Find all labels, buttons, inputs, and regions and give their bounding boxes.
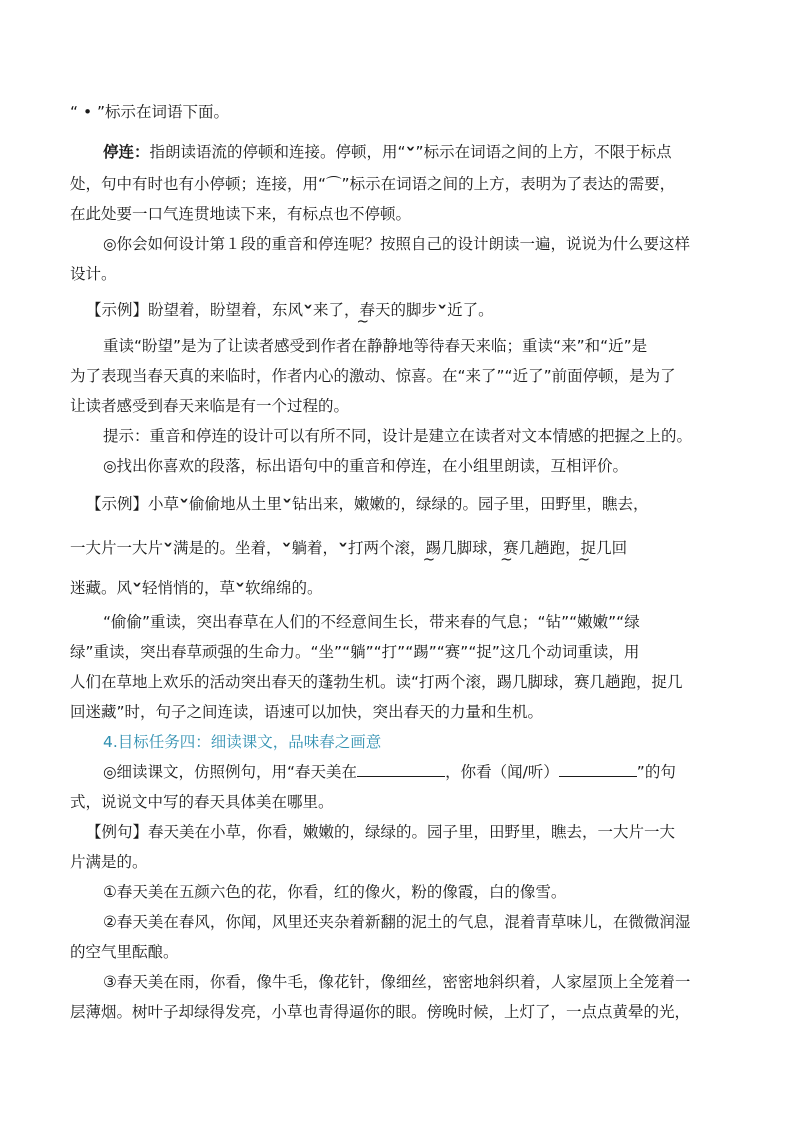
line-text: ，你看（闻/听） xyxy=(445,763,559,781)
text-line-1 xyxy=(70,102,229,122)
line-text: ◎你会如何设计第１段的重音和停连呢？按照自己的设计朗读一遍，说说为什么要这样 xyxy=(103,235,691,253)
line-text: 迷藏。风 xyxy=(70,579,133,597)
line-text: 回迷藏”时，句子之间连读，语速可以加快，突出春天的力量和生机。 xyxy=(70,703,544,721)
line-text: ”标示在词语之间的上方，不限于标点 xyxy=(415,143,672,161)
line-text: ②春天美在春风，你闻，风里还夹杂着新翻的泥土的气息，混着青草味儿，在微微润湿 xyxy=(103,913,691,931)
line-text: 层薄烟。树叶子却绿得发亮，小草也青得逼你的眼。傍晚时候，上灯了，一点点黄晕的光， xyxy=(70,1003,691,1021)
line-text: 钻出来，嫩嫩的，绿绿的。园子里，田野里，瞧去， xyxy=(292,495,649,513)
text-line-11 xyxy=(103,426,692,446)
text-line-14 xyxy=(70,538,627,558)
line-text: ”的句 xyxy=(636,763,676,781)
line-text: 让读者感受到春天来临是有一个过程的。 xyxy=(70,397,350,415)
text-line-19 xyxy=(70,702,543,722)
heading-text: 4.目标任务四：细读课文，品味春之画意 xyxy=(103,733,382,751)
line-text: 重读“盼望”是为了让读者感受到作者在静静地等待春天来临；重读“来”和“近”是 xyxy=(103,337,648,355)
line-text: 躺着， xyxy=(291,539,339,557)
line-text: 春天美在小草，你看，嫩嫩的，绿绿的。园子里，田野里，瞧去，一大片一大 xyxy=(148,823,676,841)
term-label: 停连： xyxy=(103,143,150,161)
line-text: 绿”重读，突出春草顽强的生命力。“坐”“躺”“打”“踢”“赛”“捉”这几个动词重读，用 xyxy=(70,643,640,661)
text-line-15 xyxy=(70,578,323,598)
example-label: 【示例】 xyxy=(86,495,149,513)
line-text: 满是的。坐着， xyxy=(173,539,282,557)
text-line-4 xyxy=(70,204,411,224)
example-label: 【例句】 xyxy=(86,823,149,841)
text-line-8 xyxy=(103,336,647,356)
line-text: “ • ”标示在词语下面。 xyxy=(70,103,230,121)
line-text: ①春天美在五颜六色的花，你看，红的像火，粉的像霞，白的像雪。 xyxy=(103,883,567,901)
text-line-16 xyxy=(103,612,640,632)
line-text: 来了， xyxy=(313,301,360,319)
text-line-7 xyxy=(86,300,494,320)
line-text: 捉几回 xyxy=(580,539,628,557)
line-text: 轻悄悄的，草 xyxy=(142,579,236,597)
text-line-10 xyxy=(70,396,349,416)
text-line-2 xyxy=(103,142,672,162)
line-text: ◎细读课文，仿照例句，用“春天美在 xyxy=(103,763,358,781)
line-text: 近了。 xyxy=(447,301,494,319)
line-text: 春天的脚步 xyxy=(359,301,438,319)
line-text: ③春天美在雨，你看，像牛毛，像花针，像细丝，密密地斜织着，人家屋顶上全笼着一 xyxy=(103,973,691,991)
line-text: 一大片一大片 xyxy=(70,539,164,557)
text-line-13 xyxy=(86,494,649,514)
line-text: 踢几脚球， xyxy=(425,539,504,557)
text-line-23 xyxy=(86,822,675,842)
line-text: 提示：重音和停连的设计可以有所不同，设计是建立在读者对文本情感的把握之上的。 xyxy=(103,427,693,445)
line-text: 打两个滚， xyxy=(348,539,426,557)
fill-in-blank xyxy=(357,762,445,777)
text-line-27 xyxy=(70,942,179,962)
line-text: 指朗读语流的停顿和连接。停顿，用“ xyxy=(149,143,406,161)
text-line-28 xyxy=(103,972,690,992)
example-label: 【示例】 xyxy=(86,301,149,319)
line-text: 在此处要一口气连贯地读下来，有标点也不停顿。 xyxy=(70,205,412,223)
text-line-9 xyxy=(70,366,676,386)
fill-in-blank xyxy=(559,762,637,777)
line-text: ”标示在词语之间的上方，表明为了表达的需要， xyxy=(341,175,676,193)
line-text: ◎找出你喜欢的段落，标出语句中的重音和停连，在小组里朗读，互相评价。 xyxy=(103,457,629,475)
text-line-26 xyxy=(103,912,690,932)
text-line-22 xyxy=(70,792,334,812)
line-text: 软绵绵的。 xyxy=(245,579,323,597)
text-line-29 xyxy=(70,1002,690,1022)
line-text: 偷偷地从土里 xyxy=(189,495,283,513)
section-heading xyxy=(103,732,381,752)
line-text: 的空气里酝酿。 xyxy=(70,943,179,961)
line-text: 盼望着，盼望着，东风 xyxy=(148,301,304,319)
line-text: “偷偷”重读，突出春草在人们的不经意间生长，带来春的气息；“钻”“嫩嫩”“绿 xyxy=(103,613,640,631)
text-line-25 xyxy=(103,882,566,902)
text-line-5 xyxy=(103,234,690,254)
link-mark-icon: ⌒ xyxy=(326,175,342,193)
line-text: 片满是的。 xyxy=(70,853,148,871)
text-line-17 xyxy=(70,642,639,662)
text-line-24 xyxy=(70,852,148,872)
text-line-6 xyxy=(70,264,117,284)
line-text: 小草 xyxy=(148,495,180,513)
line-text: 式，说说文中写的春天具体美在哪里。 xyxy=(70,793,334,811)
text-line-12 xyxy=(103,456,628,476)
line-text: 人们在草地上欢乐的活动突出春天的蓬勃生机。读“打两个滚，踢几脚球，赛几趟跑，捉几 xyxy=(70,673,683,691)
text-line-3 xyxy=(70,174,675,194)
line-text: 设计。 xyxy=(70,265,117,283)
text-line-21 xyxy=(103,762,676,782)
line-text: 赛几趟跑， xyxy=(503,539,581,557)
line-text: 为了表现当春天真的来临时，作者内心的激动、惊喜。在“来了”“近了”前面停顿，是为了 xyxy=(70,367,676,385)
text-line-18 xyxy=(70,672,683,692)
line-text: 处，句中有时也有小停顿；连接，用“ xyxy=(70,175,327,193)
